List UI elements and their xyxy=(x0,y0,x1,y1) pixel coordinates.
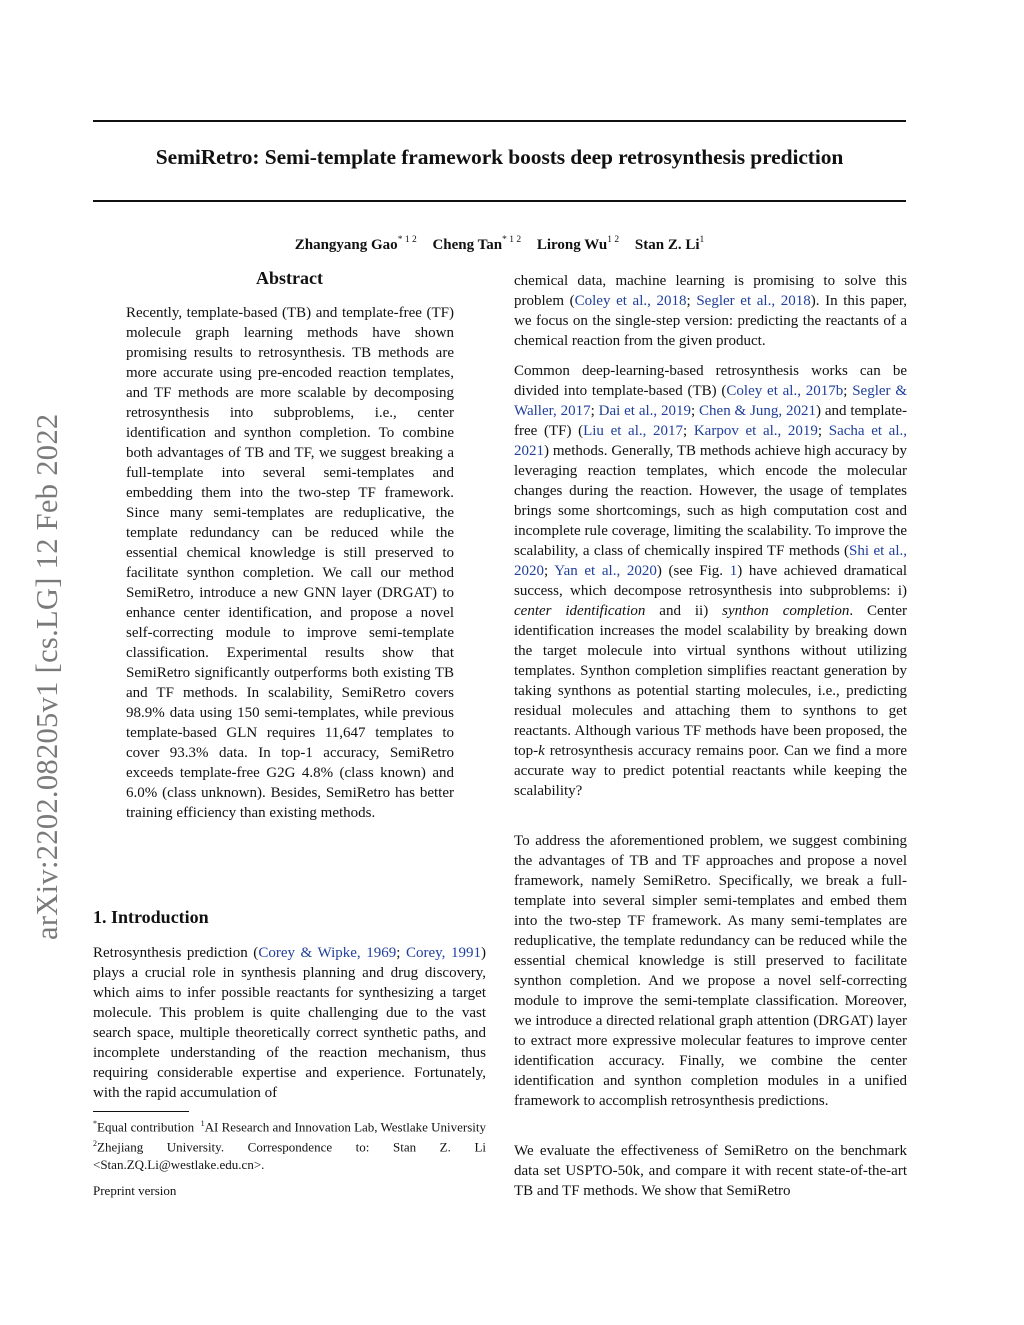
body-paragraph: To address the aforementioned problem, we suggest combining the advantages of TB and TF approaches and propose a novel framework, namely SemiRetro. Specifically, we break a full-template into several simpler semi-templates and embed them into the two-step TF framework. As many semi-templates are reduplicative, the template redundancy can be reduced while the essential chemical knowledge is still preserved to facilitate synthon completion. And we propose a novel self-correcting module to improve the semi-template classification. Moreover, we introduce a directed relational graph attention (DRGAT) layer to extract more expressive molecular features to improve center identification accuracy. Finally, we combine the center identification and synthon completion modules in a unified framework to accomplish retrosynthesis predictions. xyxy=(514,833,907,1109)
author: Zhangyang Gao$^{* 1 2}$ xyxy=(294,235,417,253)
section-heading-introduction: 1. Introduction xyxy=(93,907,209,927)
footnote: *Equal contribution $^1$AI Research and Innovation Lab, Westlake University $^2$Zhejiang University. Correspondence to: Stan Z. Li <Stan.ZQ.Li@westlake.edu.cn>. xyxy=(93,1119,487,1172)
body-paragraph: Common deep-learning-based retrosynthesis works can be divided into template-based (TB) (Coley et al., 2017b; Segler & Waller, 2017; Dai et al., 2019; Chen & Jung, 2021) and template-free (TF) (Liu et al., 2017; Karpov et al., 2019; Sacha et al., 2021) methods. Generally, TB methods achieve high accuracy by leveraging reaction templates, which encode the molecular changes during the reaction. However, the usage of templates brings some shortcomings, such as high computation cost and incomplete rule coverage, limiting the scalability. To improve the scalability, a class of chemically inspired TF methods (Shi et al., 2020; Yan et al., 2020) (see Fig. 1) have achieved dramatical success, which decompose retrosynthesis into subproblems: i) center identification and ii) synthon completion. Center identification increases the model scalability by breaking down the target molecule into virtual synthons without utilizing templates. Synthon completion simplifies reactant generation by taking synthons as potential starting molecules, i.e., predicting residual molecules and attaching them to synthons to get reactants. Although various TF methods have been proposed, the top-k retrosynthesis accuracy remains poor. Can we find a more accurate way to predict potential reactants while keeping the scalability? xyxy=(514,363,908,799)
citation-link[interactable]: Corey & Wipke, 1969 xyxy=(258,945,397,961)
citation-link[interactable]: Dai et al., 2019 xyxy=(598,403,692,419)
preprint-note: Preprint version xyxy=(93,1183,177,1198)
intro-paragraph: Retrosynthesis prediction (Corey & Wipke, 1969; Corey, 1991) plays a crucial role in synthesis planning and drug discovery, which aims to infer possible reactants for synthesizing a target molecule. This problem is quite challenging due to the vast search space, multiple theoretically correct synthetic paths, and incomplete understanding of the reaction mechanism, thus requiring considerable expertise and experience. Fortunately, with the rapid accumulation of xyxy=(93,945,487,1101)
author: Lirong $Wu^{1 2}$ xyxy=(536,235,620,253)
footnote-rule xyxy=(93,1111,189,1112)
figure-reference-link[interactable]: 1 xyxy=(729,563,738,579)
abstract-heading: Abstract xyxy=(256,268,323,288)
body-paragraph: chemical data, machine learning is promising to solve this problem (Coley et al., 2018; Segler et al., 2018). In this paper, we focus on the single-step version: predicting the reactants of a chemical reaction from the given product. xyxy=(514,273,908,349)
body-paragraph: We evaluate the effectiveness of SemiRetro on the benchmark data set USPTO-50k, and compare it with recent state-of-the-art TB and TF methods. We show that SemiRetro xyxy=(514,1143,907,1199)
author: Cheng Tan$^{* 1 2}$ xyxy=(432,235,522,253)
citation-link[interactable]: Segler & Waller, 2017 xyxy=(514,383,907,419)
citation-link[interactable]: Segler et al., 2018 xyxy=(696,293,811,309)
arxiv-identifier-stamp: arXiv:2202.08205v1 [cs.LG] 12 Feb 2022 xyxy=(30,413,64,940)
citation-link[interactable]: Coley et al., 2018 xyxy=(574,293,687,309)
citation-link[interactable]: Karpov et al., 2019 xyxy=(693,423,818,439)
citation-link[interactable]: Sacha et al., 2021 xyxy=(514,423,908,459)
title-rule-top xyxy=(93,120,906,122)
abstract-text: Recently, template-based (TB) and template-free (TF) molecule graph learning methods have shown promising results to retrosynthesis. TB methods are more accurate using pre-encoded reaction templates, and TF methods are more scalable by decomposing retrosynthesis into subproblems, i.e., center identification and synthon completion. To combine both advantages of TB and TF, we suggest breaking a full-template into several semi-templates and embedding them into the two-step TF framework. Since many semi-templates are reduplicative, the template redundancy can be reduced while the essential chemical knowledge is still preserved to facilitate synthon completion. We call our method SemiRetro, introduce a new GNN layer (DRGAT) to enhance center identification, and propose a novel self-correcting module to improve semi-template classification. Experimental results show that SemiRetro significantly outperforms both existing TB and TF methods. In scalability, SemiRetro covers 98.9% data using 150 semi-templates, while previous template-based GLN requires 11,647 templates to cover 93.3% data. In top-1 accuracy, SemiRetro exceeds template-free G2G 4.8% (class known) and 6.0% (class unknown). Besides, SemiRetro has better training efficiency than existing methods. xyxy=(126,305,454,821)
citation-link[interactable]: Shi et al., 2020 xyxy=(514,543,907,579)
citation-link[interactable]: Coley et al., 2017b xyxy=(726,383,844,399)
author-list xyxy=(93,236,906,254)
citation-link[interactable]: Corey, 1991 xyxy=(406,945,482,961)
author: Stan Z. Li$^1$ xyxy=(634,235,705,253)
title-rule-bottom xyxy=(93,200,906,202)
citation-link[interactable]: Chen & Jung, 2021 xyxy=(699,403,817,419)
citation-link[interactable]: Yan et al., 2020 xyxy=(554,563,657,579)
paper-title: SemiRetro: Semi-template framework boosts deep retrosynthesis prediction xyxy=(155,145,844,169)
citation-link[interactable]: Liu et al., 2017 xyxy=(583,423,684,439)
